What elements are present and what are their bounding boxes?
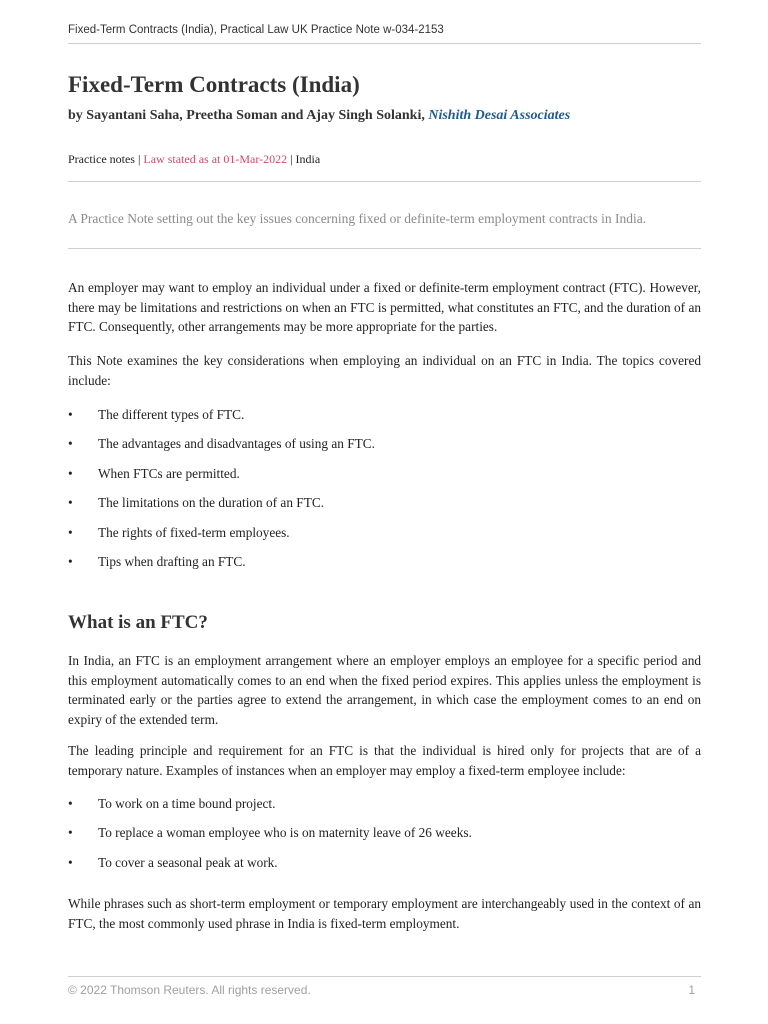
list-item-text: When FTCs are permitted. [98, 465, 240, 481]
list-item-text: Tips when drafting an FTC. [98, 553, 246, 569]
list-item [68, 853, 472, 882]
section-paragraph-2: The leading principle and requirement for an FTC is that the individual is hired only for projects that are of a temporary nature. Examples of instances when an employer may employ a fixed-term employee include: [68, 743, 701, 778]
meta-type[interactable]: Practice notes [68, 152, 135, 166]
list-item-text: To work on a time bound project. [98, 796, 276, 811]
running-header: Fixed-Term Contracts (India), Practical Law UK Practice Note w-034-2153 [68, 24, 444, 36]
list-item [68, 523, 375, 552]
summary-text: A Practice Note setting out the key issues concerning fixed or definite-term employment contracts in India. [68, 211, 647, 226]
bullet-icon: • [68, 524, 73, 540]
section-heading: What is an FTC? [68, 612, 208, 633]
footer [68, 983, 701, 997]
list-item [68, 434, 375, 463]
list-item [68, 493, 375, 522]
list-item [68, 823, 472, 852]
bullet-icon: • [68, 495, 73, 511]
list-item-text: To cover a seasonal peak at work. [98, 854, 278, 870]
firm-link[interactable]: Nishith Desai Associates [428, 108, 571, 123]
footer-divider [68, 976, 701, 977]
page-title: Fixed-Term Contracts (India) [68, 72, 360, 97]
bullet-icon: • [68, 796, 73, 811]
document-page [68, 0, 701, 1024]
bullet-icon: • [68, 465, 73, 481]
list-item-text: The rights of fixed-term employees. [98, 524, 290, 540]
intro-paragraph-1: An employer may want to employ an individual under a fixed or definite-term employment contract (FTC). However, there may be limitations and restrictions on when an FTC is permitted, what constitutes an FTC, and the duration of an FTC. Consequently, other arrangements may be more appropriate for the parties. [68, 280, 701, 334]
authors-names: by Sayantani Saha, Preetha Soman and Ajay Singh Solanki, [68, 108, 425, 123]
bullet-icon: • [68, 825, 73, 841]
topics-list [68, 405, 375, 581]
page-number: 1 [688, 983, 695, 997]
authors-line [68, 108, 570, 124]
list-item [68, 794, 472, 823]
bullet-icon: • [68, 436, 73, 452]
copyright-text: © 2022 Thomson Reuters. All rights reserved. [68, 983, 311, 997]
list-item-text: The advantages and disadvantages of using an FTC. [98, 436, 375, 452]
header-divider [68, 43, 701, 44]
list-item-text: To replace a woman employee who is on maternity leave of 26 weeks. [98, 825, 472, 841]
list-item-text: The different types of FTC. [98, 407, 245, 422]
meta-jurisdiction[interactable]: India [295, 152, 321, 166]
list-item [68, 405, 375, 434]
law-stated-date: Law stated as at 01-Mar-2022 [143, 152, 288, 166]
list-item-text: The limitations on the duration of an FTC. [98, 495, 325, 511]
meta-separator: | [290, 152, 293, 166]
list-item [68, 552, 375, 581]
meta-divider [68, 181, 701, 182]
bullet-icon: • [68, 553, 73, 569]
intro-paragraph-2: This Note examines the key considerations when employing an individual on an FTC in India. The topics covered include: [68, 353, 701, 388]
meta-line [68, 152, 320, 167]
list-item [68, 464, 375, 493]
section-paragraph-1: In India, an FTC is an employment arrangement where an employer employs an employee for a specific period and this employment automatically comes to an end when the fixed period expires. This applies unless the employment is terminated early or the parties agree to extend the arrangement, in which case the employment comes to an end on expiry of the extended term. [68, 653, 701, 727]
examples-list [68, 794, 472, 882]
bullet-icon: • [68, 407, 73, 422]
bullet-icon: • [68, 854, 73, 870]
meta-separator: | [137, 152, 141, 166]
section-paragraph-3: While phrases such as short-term employment or temporary employment are interchangeably used in the context of an FTC, the most commonly used phrase in India is fixed-term employment. [68, 896, 701, 931]
summary-divider [68, 248, 701, 249]
